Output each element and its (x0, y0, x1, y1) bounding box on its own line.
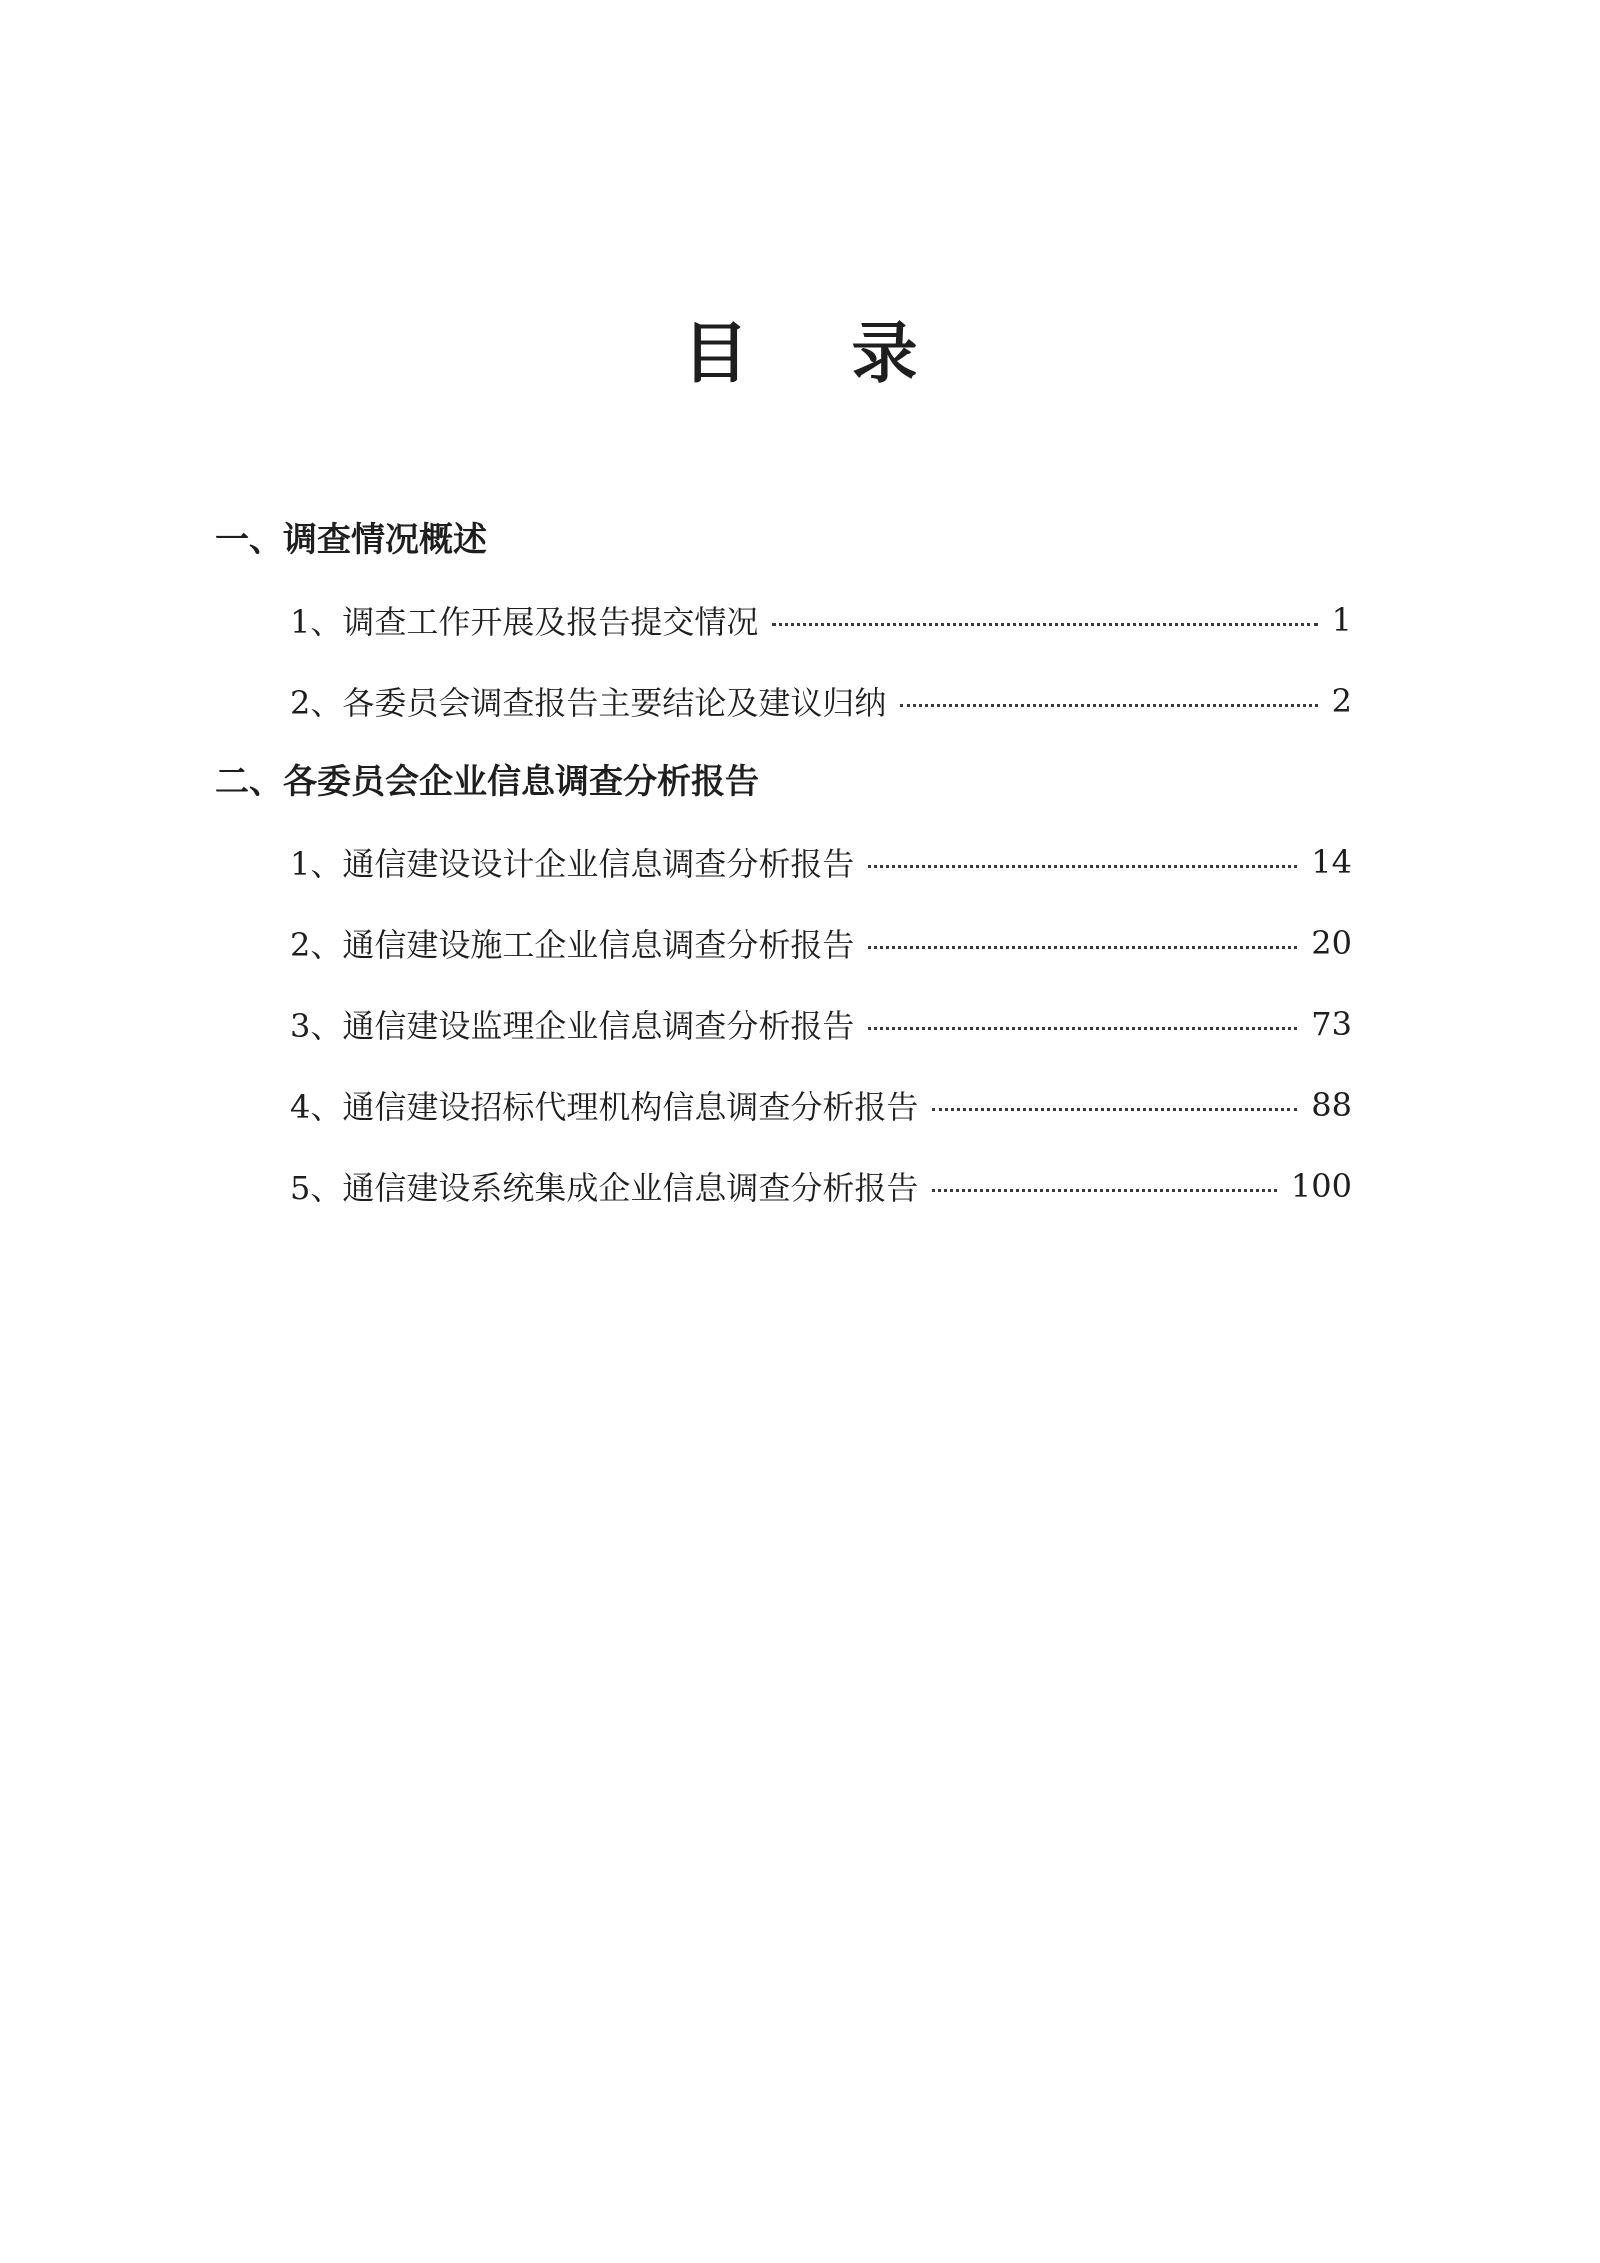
toc-section-heading[interactable]: 一、调查情况概述 (215, 520, 487, 560)
toc-entry-label: 2、通信建设施工企业信息调查分析报告 (290, 926, 855, 964)
toc-entry-page-number: 100 (1290, 1167, 1352, 1205)
toc-entry-label: 4、通信建设招标代理机构信息调查分析报告 (290, 1088, 919, 1126)
toc-entry[interactable] (290, 1164, 1352, 1208)
toc-section-heading[interactable]: 二、各委员会企业信息调查分析报告 (215, 762, 759, 802)
dot-leader (868, 865, 1297, 868)
page-title: 目 录 (682, 314, 958, 392)
toc-entry[interactable] (290, 679, 1352, 723)
toc-entry-page-number: 73 (1311, 1005, 1352, 1043)
toc-entry[interactable] (290, 1083, 1352, 1127)
toc-entry-page-number: 2 (1331, 682, 1352, 720)
dot-leader (932, 1108, 1297, 1111)
toc-entry-page-number: 20 (1311, 924, 1352, 962)
toc-entry-page-number: 88 (1311, 1086, 1352, 1124)
dot-leader (900, 704, 1317, 707)
toc-entry-label: 3、通信建设监理企业信息调查分析报告 (290, 1007, 855, 1045)
toc-entry-label: 5、通信建设系统集成企业信息调查分析报告 (290, 1169, 919, 1207)
dot-leader (932, 1189, 1277, 1192)
toc-entry-label: 1、通信建设设计企业信息调查分析报告 (290, 845, 855, 883)
toc-entry[interactable] (290, 598, 1352, 642)
dot-leader (868, 1027, 1297, 1030)
toc-entry-page-number: 1 (1331, 601, 1352, 639)
dot-leader (868, 946, 1297, 949)
toc-entry-page-number: 14 (1311, 843, 1352, 881)
toc-entry-label: 2、各委员会调查报告主要结论及建议归纳 (290, 684, 887, 722)
toc-entry[interactable] (290, 921, 1352, 965)
toc-entry[interactable] (290, 840, 1352, 884)
toc-entry-label: 1、调查工作开展及报告提交情况 (290, 603, 759, 641)
dot-leader (772, 623, 1317, 626)
toc-entry[interactable] (290, 1002, 1352, 1046)
